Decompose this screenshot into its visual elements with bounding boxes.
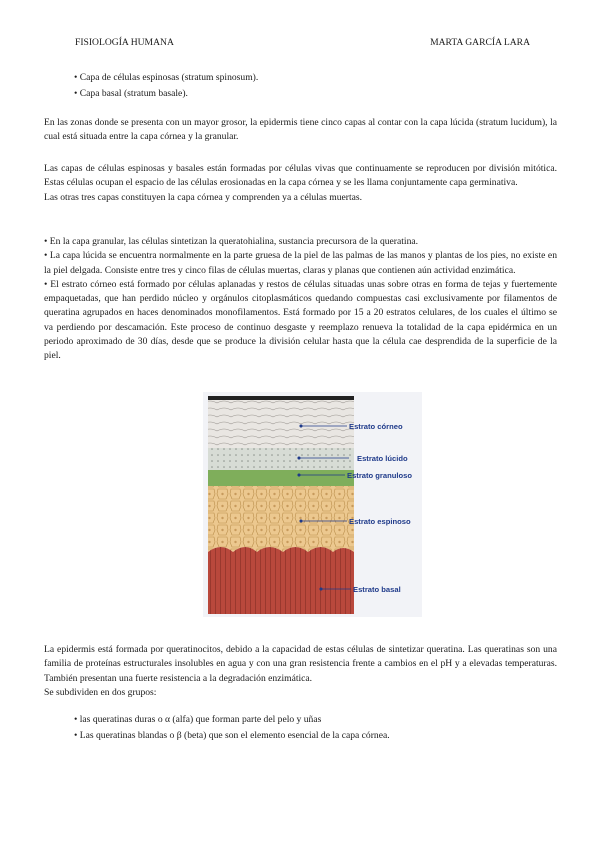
- bullet-queratinas-blandas: • Las queratinas blandas o β (beta) que son el elemento esencial de la capa córnea.: [74, 729, 390, 741]
- layer-lucido-texture: [208, 448, 354, 470]
- bullet-stratum-spinosum: • Capa de células espinosas (stratum spinosum).: [74, 72, 259, 83]
- paragraph-text: Las otras tres capas constituyen la capa córnea y comprenden ya a células muertas.: [44, 191, 363, 203]
- bottom-bullet-list: [74, 712, 390, 743]
- bullet-stratum-basale: • Capa basal (stratum basale).: [74, 87, 188, 99]
- paragraph-text: Las capas de células espinosas y basales están formadas por células vivas que continuamente se reproducen por división mitótica. Estas células ocupan el espacio de las células erosionadas en la capa córnea y se les llama conjuntamente capa germinativa.: [44, 163, 557, 189]
- leader-dot-espinoso: [300, 520, 302, 522]
- page-header: [75, 37, 530, 51]
- header-course-title: FISIOLOGÍA HUMANA: [75, 37, 174, 48]
- paragraph-cinco-capas: [44, 116, 557, 145]
- layer-espinoso-texture: [208, 486, 354, 552]
- leader-dot-lucido: [298, 457, 300, 459]
- top-bullet-list: [74, 70, 258, 101]
- leader-dot-basal: [320, 588, 322, 590]
- epidermis-illustration: [203, 392, 422, 617]
- layer-granuloso: [208, 470, 354, 486]
- surface-edge: [208, 396, 354, 400]
- paragraph-queratinocitos: [44, 643, 557, 700]
- bullet-capa-lucida: • La capa lúcida se encuentra normalmente en la parte gruesa de la piel de las palmas de las manos y plantas de los pies, no existe en la piel delgada. Consiste entre tres y cinco filas de células muertas, claras y planas que contienen aún actividad enzimática.: [44, 250, 557, 276]
- paragraph-text: En las zonas donde se presenta con un mayor grosor, la epidermis tiene cinco capas al contar con la capa lúcida (stratum lucidum), la cual está situada entre la capa córnea y la granular.: [44, 117, 557, 143]
- paragraph-text: Se subdividen en dos grupos:: [44, 686, 157, 698]
- layer-basal-texture: [208, 547, 354, 614]
- layer-corneo-texture: [208, 400, 354, 448]
- paragraph-capa-germinativa: [44, 162, 557, 205]
- label-estrato-corneo: Estrato córneo: [349, 422, 403, 431]
- header-author: MARTA GARCÍA LARA: [430, 37, 530, 48]
- label-estrato-espinoso: Estrato espinoso: [349, 517, 411, 526]
- paragraph-text: La epidermis está formada por queratinocitos, debido a la capacidad de estas células de sintetizar queratina. Las queratinas son una familia de proteínas estructurales insolubles en agua y con una gran resistencia frente a cambios en el pH y a elevadas temperaturas. También presentan una fuerte resistencia a la degradación enzimática.: [44, 644, 557, 684]
- label-estrato-granuloso: Estrato granuloso: [347, 471, 412, 480]
- bullet-queratinas-duras: • las queratinas duras o α (alfa) que forman parte del pelo y uñas: [74, 714, 322, 725]
- label-estrato-basal: Estrato basal: [353, 585, 401, 594]
- paragraph-capas-detalle: [44, 235, 557, 364]
- bullet-estrato-corneo: • El estrato córneo está formado por células aplanadas y restos de células situadas unas sobre otras en forma de tejas y fuertemente empaquetadas, que han perdido núcleo y orgánulos citoplasmáticos quedando compuestas casi exclusivamente por filamentos de queratina agrupados en haces denominados monofilamentos. Está formado por 15 a 20 estratos celulares, de los cuales el último se va perdiendo por descamación. Este proceso de continuo desgaste y reemplazo renueva la totalidad de la capa epidérmica en un periodo aproximado de 30 días, desde que se produce la división celular hasta que la célula cae desprendida de la superficie de la piel.: [44, 278, 557, 362]
- bullet-capa-granular: • En la capa granular, las células sintetizan la queratohialina, sustancia precursora de la queratina.: [44, 236, 419, 247]
- leader-dot-granuloso: [298, 474, 300, 476]
- epidermis-layers-figure: [203, 392, 422, 617]
- label-estrato-lucido: Estrato lúcido: [357, 454, 408, 463]
- leader-dot-corneo: [300, 425, 302, 427]
